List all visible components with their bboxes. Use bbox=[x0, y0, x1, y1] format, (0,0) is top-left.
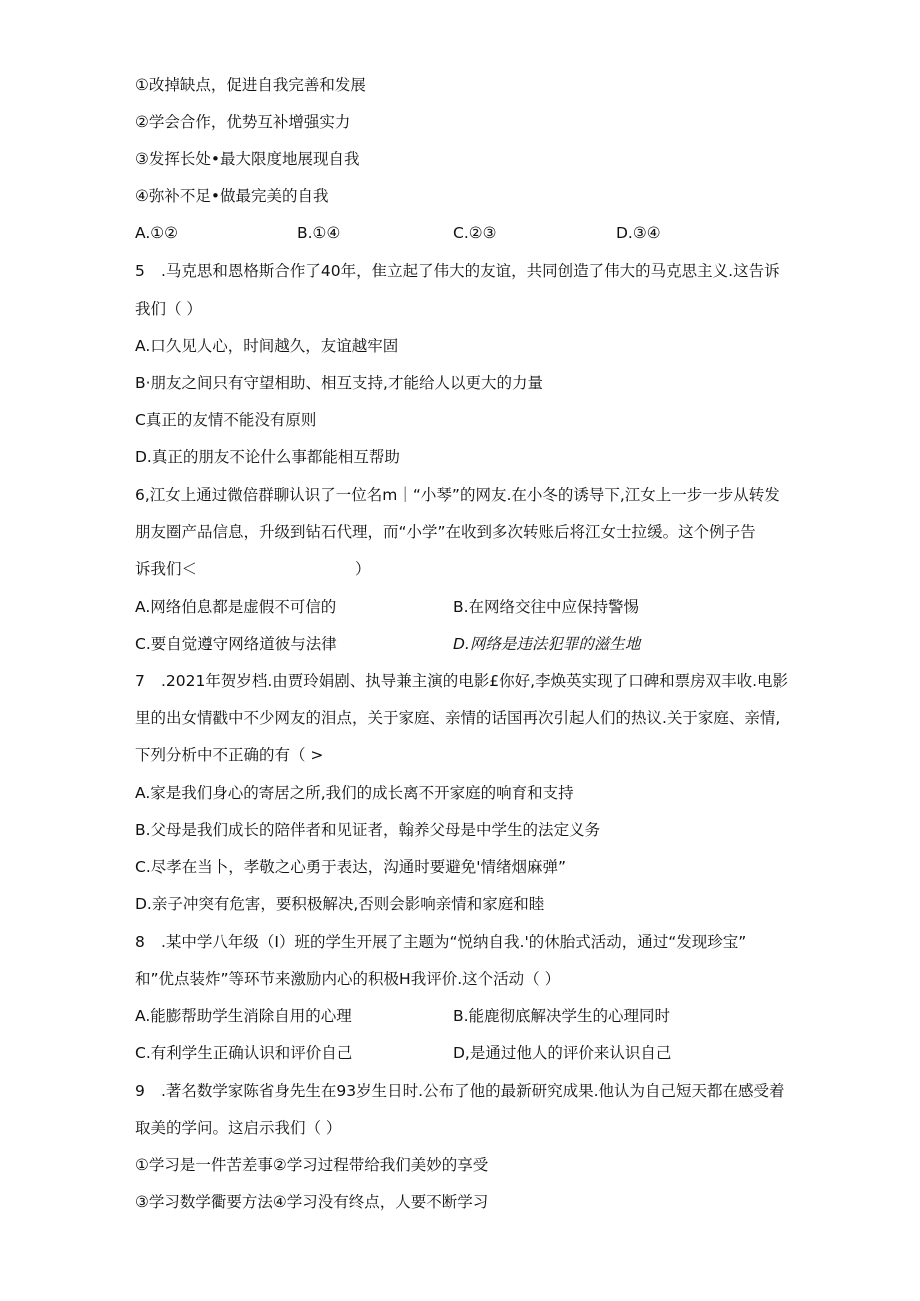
q4-item-2: ②学会合作，优势互补增强实力 bbox=[135, 113, 351, 131]
q6-stem-line-3a: 诉我们＜ bbox=[135, 560, 198, 578]
q6-stem-line-2: 朋友圈产品信息，升级到钻石代理，而“小学”在收到多次转账后将江女士拉缓。这个例子告 bbox=[135, 523, 756, 541]
q7-number: 7 bbox=[135, 672, 145, 690]
q9-item-line-2: ③学习数学衢要方法④学习没有终点，人要不断学习 bbox=[135, 1193, 489, 1211]
q5-option-c: C真正的友情不能没有原则 bbox=[135, 411, 317, 429]
q4-option-d: D.③④ bbox=[616, 224, 661, 242]
q5-option-d: D.真正的朋友不论什么事都能相互帮助 bbox=[135, 448, 400, 466]
q4-option-b: B.①④ bbox=[297, 224, 341, 242]
q5-option-b: B·朋友之间只有守望相助、相互支持,才能给人以更大的力量 bbox=[135, 374, 543, 392]
q7-stem-line-3: 下列分析中不正确的有（ > bbox=[135, 746, 324, 764]
q4-option-c: C.②③ bbox=[453, 224, 497, 242]
q8-number: 8 bbox=[135, 933, 145, 951]
q4-item-1: ①改掉缺点，促进自我完善和发展 bbox=[135, 76, 366, 94]
q7-option-b: B.父母是我们成长的陪伴者和见证者，翰养父母是中学生的法定义务 bbox=[135, 821, 601, 839]
q6-stem-line-3b: ） bbox=[355, 560, 371, 578]
q9-stem-line-1 bbox=[135, 1078, 785, 1104]
q7-option-c: C.尽孝在当卜，孝敬之心勇于表达，沟通时要避免'情绪烟麻弹” bbox=[135, 858, 567, 876]
q9-stem-text-1: .著名数学家陈省身先生在93岁生日时.公布了他的最新研究成果.他认为自己短天都在感受着 bbox=[161, 1082, 785, 1100]
q8-option-a: A.能膨帮助学生消除自用的心理 bbox=[135, 1007, 352, 1025]
q8-option-b: B.能鹿彻底解决学生的心理同时 bbox=[453, 1007, 671, 1025]
q5-stem-text-1: .马克思和恩格斯合作了40年，隹立起了伟大的友谊，共同创造了伟大的马克思主义.这告诉 bbox=[161, 262, 780, 280]
q7-stem-line-1 bbox=[135, 668, 788, 694]
q8-stem-line-1 bbox=[135, 929, 746, 955]
q4-option-a: A.①② bbox=[135, 224, 179, 242]
q6-option-d: D.网络是违法犯罪的滋生地 bbox=[453, 635, 641, 653]
q7-stem-line-2: 里的出女情戳中不少网友的泪点，关于家庭、亲情的话国再次引起人们的热议.关于家庭、亲情, bbox=[135, 709, 781, 727]
q5-stem-line-2: 我们（ ） bbox=[135, 300, 202, 318]
q9-stem-line-2: 取美的学问。这启示我们（ ） bbox=[135, 1119, 342, 1137]
q6-stem-line-1: 6,江女上通过微倍群聊认识了一位名m｜“小琴”的网友.在小冬的诱导下,江女上一步一步从转发 bbox=[135, 486, 780, 504]
q5-number: 5 bbox=[135, 262, 145, 280]
q7-option-d: D.亲子冲突有危害，要积极解决,否则会影响亲情和家庭和睦 bbox=[135, 895, 545, 913]
q4-item-4: ④弥补不足•做最完美的自我 bbox=[135, 187, 329, 205]
q7-option-a: A.家是我们身心的寄居之所,我们的成长离不开家庭的响育和支持 bbox=[135, 784, 574, 802]
q7-stem-text-1: .2021年贺岁档.由贾玲娟剧、执导兼主演的电影£你好,李焕英实现了口碑和票房双丰收.电影 bbox=[161, 672, 789, 690]
q9-number: 9 bbox=[135, 1082, 145, 1100]
q6-option-a: A.网络伯息都是虚假不可信的 bbox=[135, 598, 337, 616]
q6-option-c: C.要自觉遵守网络道彼与法律 bbox=[135, 635, 337, 653]
q9-item-line-1: ①学习是一件苦差事②学习过程带给我们美妙的享受 bbox=[135, 1156, 489, 1174]
q5-option-a: A.口久见人心，时间越久，友谊越牢固 bbox=[135, 337, 399, 355]
q4-item-3: ③发挥长处•最大限度地展现自我 bbox=[135, 150, 360, 168]
q8-option-d: D,是通过他人的评价来认识自己 bbox=[453, 1044, 672, 1062]
q8-stem-text-1: .某中学八年级（I）班的学生开展了主题为“悦纳自我.'的休胎式活动，通过“发现珍宝” bbox=[161, 933, 747, 951]
q8-option-c: C.有利学生正确认识和评价自己 bbox=[135, 1044, 353, 1062]
q5-stem-line-1 bbox=[135, 258, 780, 284]
q8-stem-line-2: 和”优点装炸”等环节来激励内心的积极H我评价.这个活动（ ） bbox=[135, 970, 561, 988]
q6-option-b: B.在网络交往中应保持警惕 bbox=[453, 598, 640, 616]
